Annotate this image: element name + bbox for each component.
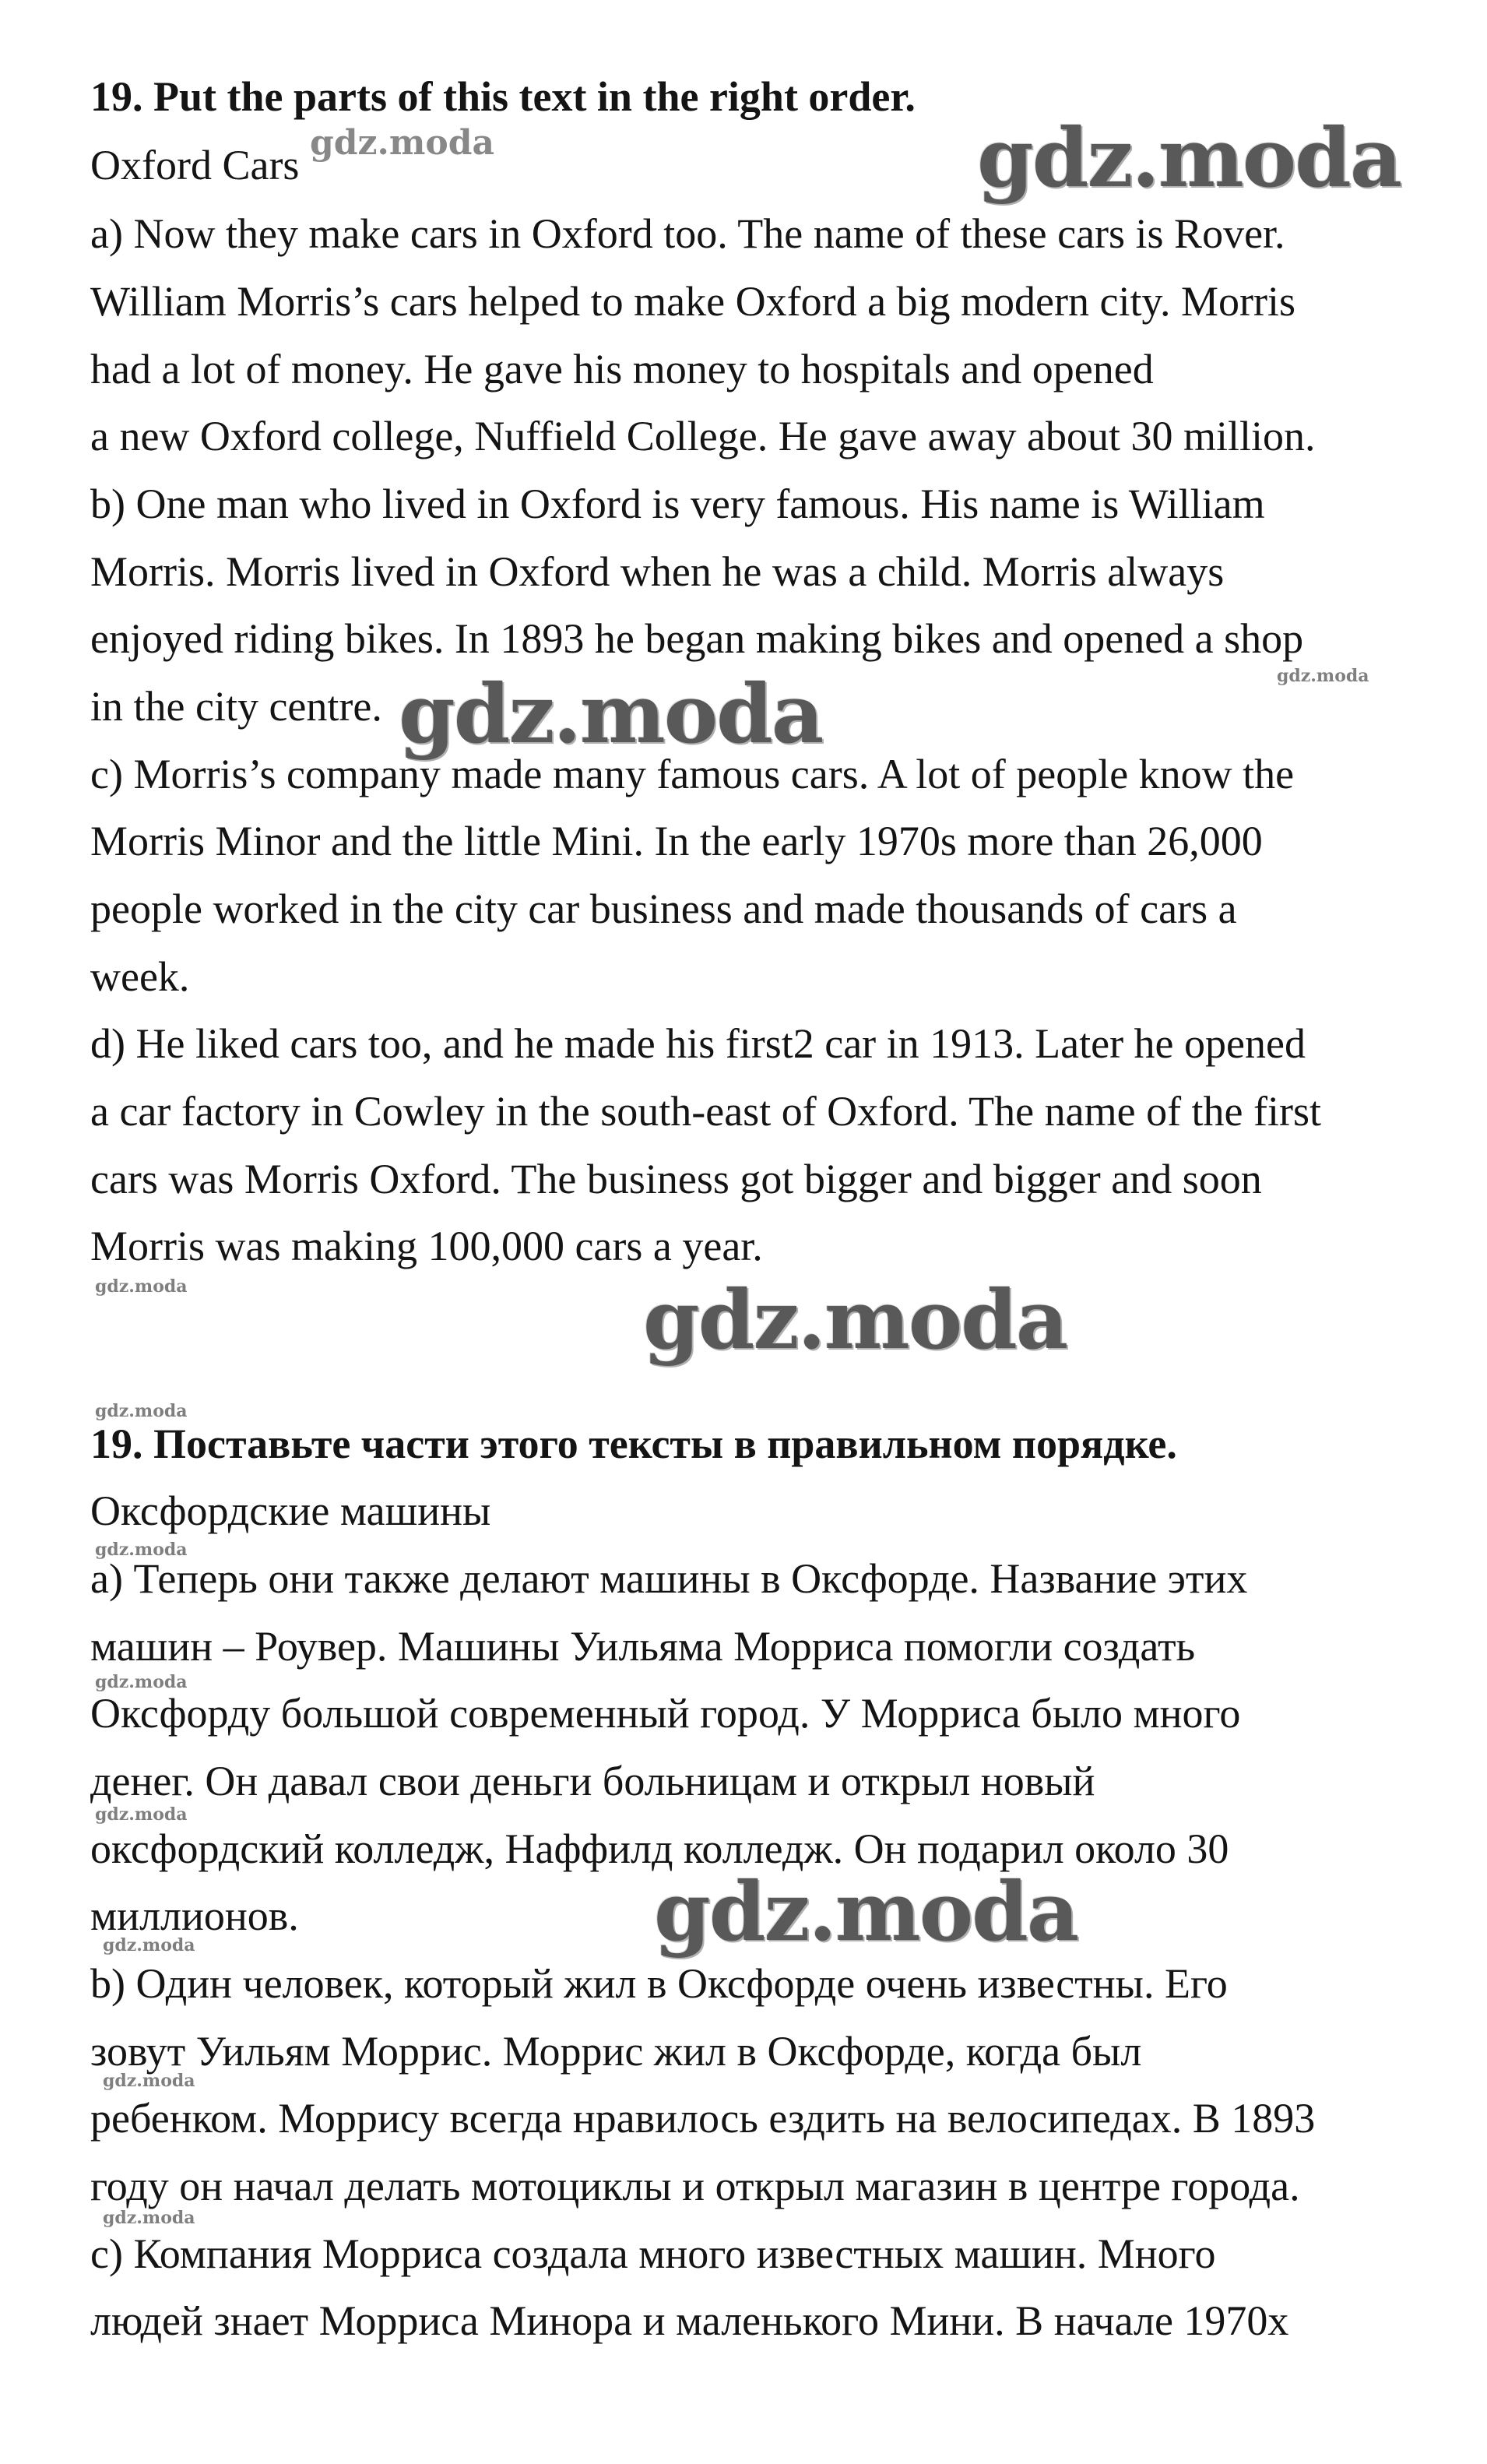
english-line: c) Morris’s company made many famous cars. A lot of people know the bbox=[90, 751, 1295, 797]
english-line: d) He liked cars too, and he made his first2 car in 1913. Later he opened bbox=[90, 1020, 1306, 1067]
watermark-logo: gdz.moda bbox=[103, 1935, 195, 1955]
watermark-logo: gdz.moda bbox=[977, 110, 1401, 206]
english-line: in the city centre. bbox=[90, 683, 382, 730]
watermark-logo: gdz.moda bbox=[95, 1276, 188, 1297]
english-line: a car factory in Cowley in the south-east of Oxford. The name of the first bbox=[90, 1088, 1322, 1135]
watermark-logo: gdz.moda bbox=[95, 1401, 188, 1421]
russian-line: миллионов. bbox=[90, 1892, 299, 1939]
watermark-logo: gdz.moda bbox=[95, 1540, 188, 1560]
russian-line: году он начал делать мотоциклы и открыл магазин в центре города. bbox=[90, 2163, 1300, 2209]
russian-line: Оксфорду большой современный город. У Морриса было много bbox=[90, 1690, 1241, 1737]
english-line: a new Oxford college, Nuffield College. He gave away about 30 million. bbox=[90, 413, 1316, 459]
english-line: cars was Morris Oxford. The business got bigger and bigger and soon bbox=[90, 1156, 1262, 1202]
russian-line: a) Теперь они также делают машины в Оксфорде. Название этих bbox=[90, 1555, 1248, 1602]
watermark-logo: gdz.moda bbox=[654, 1864, 1078, 1959]
russian-line: b) Один человек, который жил в Оксфорде очень известны. Его bbox=[90, 1960, 1228, 2007]
english-title: Oxford Cars bbox=[90, 142, 300, 188]
watermark-logo: gdz.moda bbox=[103, 2071, 195, 2091]
english-line: week. bbox=[90, 953, 190, 1000]
watermark-logo: gdz.moda bbox=[103, 2208, 195, 2228]
russian-line: зовут Уильям Моррис. Моррис жил в Оксфорде, когда был bbox=[90, 2028, 1142, 2075]
watermark-logo: gdz.moda bbox=[310, 123, 495, 163]
english-line: a) Now they make cars in Oxford too. The name of these cars is Rover. bbox=[90, 210, 1285, 257]
english-line: b) One man who lived in Oxford is very famous. His name is William bbox=[90, 480, 1265, 527]
russian-line: оксфордский колледж, Наффилд колледж. Он подарил около 30 bbox=[90, 1825, 1229, 1872]
russian-line: людей знает Морриса Минора и маленького Мини. В начале 1970х bbox=[90, 2297, 1289, 2344]
english-line: Morris. Morris lived in Oxford when he was a child. Morris always bbox=[90, 548, 1225, 595]
english-line: Morris Minor and the little Mini. In the early 1970s more than 26,000 bbox=[90, 818, 1263, 864]
russian-title: Оксфордские машины bbox=[90, 1487, 491, 1534]
english-line: had a lot of money. He gave his money to hospitals and opened bbox=[90, 346, 1154, 392]
english-line: people worked in the city car business and made thousands of cars a bbox=[90, 885, 1237, 932]
english-line: William Morris’s cars helped to make Oxford a big modern city. Morris bbox=[90, 278, 1295, 325]
russian-heading: 19. Поставьте части этого тексты в правильном порядке. bbox=[90, 1420, 1177, 1467]
russian-line: ребенком. Моррису всегда нравилось ездить на велосипедах. В 1893 bbox=[90, 2095, 1316, 2142]
russian-line: денег. Он давал свои деньги больницам и открыл новый bbox=[90, 1758, 1095, 1804]
russian-line: машин – Роувер. Машины Уильяма Морриса помогли создать bbox=[90, 1623, 1196, 1670]
watermark-logo: gdz.moda bbox=[95, 1804, 188, 1825]
watermark-logo: gdz.moda bbox=[643, 1272, 1067, 1368]
english-line: enjoyed riding bikes. In 1893 he began making bikes and opened a shop bbox=[90, 615, 1304, 662]
english-line: Morris was making 100,000 cars a year. bbox=[90, 1223, 763, 1269]
watermark-logo: gdz.moda bbox=[95, 1672, 188, 1692]
english-heading: 19. Put the parts of this text in the right order. bbox=[90, 73, 916, 120]
watermark-logo: gdz.moda bbox=[399, 666, 823, 762]
russian-line: c) Компания Морриса создала много известных машин. Много bbox=[90, 2230, 1216, 2277]
watermark-logo: gdz.moda bbox=[1277, 666, 1369, 686]
